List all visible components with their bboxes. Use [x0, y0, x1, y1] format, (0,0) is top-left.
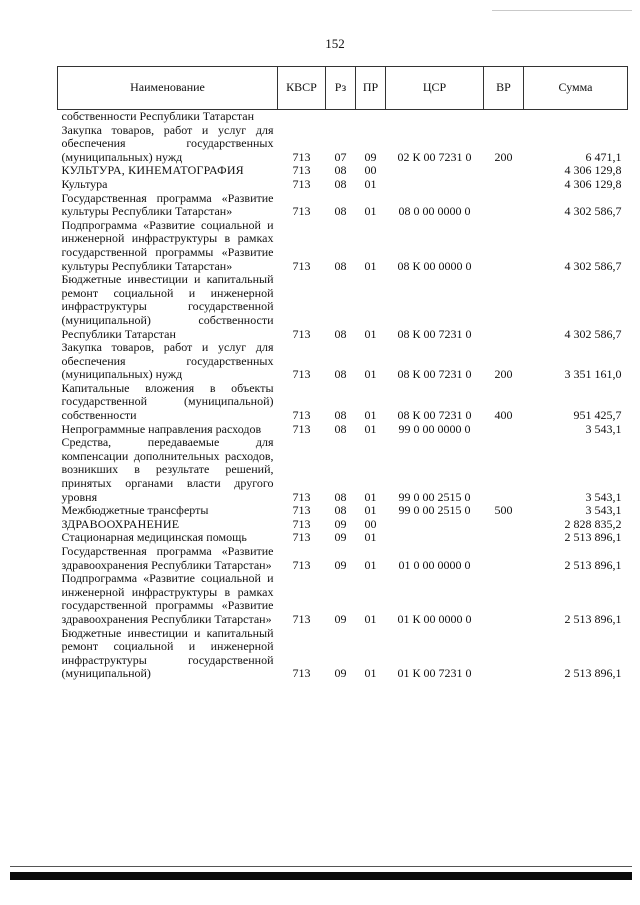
row-pr: 01 [364, 408, 377, 423]
row-rz: 09 [334, 557, 347, 572]
row-rz: 08 [334, 258, 347, 273]
row-kvsr: 713 [292, 516, 311, 531]
top-rule [492, 10, 632, 11]
row-kvsr: 713 [292, 530, 311, 545]
row-sum: 4 302 586,7 [564, 204, 622, 219]
row-rz: 09 [334, 666, 347, 681]
row-kvsr: 713 [292, 367, 311, 382]
row-csr: 08 0 00 0000 0 [398, 204, 471, 219]
row-csr [386, 531, 484, 545]
row-kvsr: 713 [292, 163, 311, 178]
row-rz: 08 [334, 421, 347, 436]
bottom-bar [10, 872, 632, 880]
row-vr [484, 572, 524, 626]
row-rz: 08 [334, 408, 347, 423]
row-rz: 08 [334, 326, 347, 341]
row-name: Подпрограмма «Развитие социальной и инженерной инфраструктуры в рамках государственной программы «Развитие культуры Республики Татарстан» [61, 217, 274, 273]
row-pr: 01 [364, 666, 377, 681]
table-row [58, 518, 628, 532]
row-pr: 00 [364, 516, 377, 531]
row-sum: 2 513 896,1 [564, 557, 622, 572]
row-sum: 3 543,1 [585, 489, 622, 504]
row-rz: 08 [334, 204, 347, 219]
row-pr: 01 [364, 489, 377, 504]
row-rz: 08 [334, 163, 347, 178]
row-csr [386, 110, 484, 124]
row-csr [386, 164, 484, 178]
row-vr: 200 [494, 367, 513, 382]
row-kvsr: 713 [292, 611, 311, 626]
table-row [58, 545, 628, 572]
header-name: Наименование [58, 67, 278, 110]
row-pr: 01 [364, 367, 377, 382]
row-csr [386, 178, 484, 192]
row-csr: 08 К 00 7231 0 [397, 367, 472, 382]
row-sum: 2 828 835,2 [564, 516, 622, 531]
row-csr: 01 0 00 0000 0 [398, 557, 471, 572]
row-sum: 951 425,7 [573, 408, 622, 423]
header-vr: ВР [484, 67, 524, 110]
row-rz: 08 [334, 489, 347, 504]
row-kvsr: 713 [292, 149, 311, 164]
row-csr: 99 0 00 2515 0 [398, 489, 471, 504]
row-sum: 4 302 586,7 [564, 326, 622, 341]
page-number: 152 [325, 36, 345, 51]
budget-table [57, 66, 628, 681]
row-pr: 01 [364, 421, 377, 436]
table-row [58, 436, 628, 504]
row-kvsr: 713 [292, 408, 311, 423]
row-sum: 2 513 896,1 [564, 666, 622, 681]
row-vr [484, 518, 524, 532]
table-row [58, 504, 628, 518]
row-pr: 01 [364, 611, 377, 626]
row-name: Межбюджетные трансферты [61, 503, 209, 518]
row-name: Средства, передаваемые для компенсации дополнительных расходов, возникших в результате решений, принятых органами власти другого уровня [61, 435, 274, 504]
header-rz: Рз [326, 67, 356, 110]
table-row [58, 124, 628, 165]
row-kvsr: 713 [292, 326, 311, 341]
row-kvsr: 713 [292, 503, 311, 518]
row-csr [386, 518, 484, 532]
table-row [58, 531, 628, 545]
row-rz: 08 [334, 367, 347, 382]
row-pr: 01 [364, 204, 377, 219]
row-kvsr: 713 [292, 557, 311, 572]
row-name: Стационарная медицинская помощь [61, 530, 247, 545]
row-csr: 08 К 00 0000 0 [397, 258, 472, 273]
row-csr: 99 0 00 2515 0 [398, 503, 471, 518]
row-kvsr: 713 [292, 204, 311, 219]
row-vr [484, 178, 524, 192]
row-pr: 01 [364, 557, 377, 572]
row-pr: 01 [364, 503, 377, 518]
row-vr: 200 [494, 149, 513, 164]
row-name: Закупка товаров, работ и услуг для обеспечения государственных (муниципальных) нужд [61, 122, 274, 164]
row-rz: 09 [334, 611, 347, 626]
row-sum: 4 306 129,8 [564, 163, 622, 178]
row-sum: 3 351 161,0 [564, 367, 622, 382]
row-csr: 01 К 00 7231 0 [397, 666, 472, 681]
row-name: КУЛЬТУРА, КИНЕМАТОГРАФИЯ [61, 163, 244, 178]
row-vr: 500 [494, 503, 513, 518]
table-row [58, 341, 628, 382]
header-kvsr: КВСР [278, 67, 326, 110]
table-row [58, 178, 628, 192]
row-vr: 400 [494, 408, 513, 423]
row-rz: 07 [334, 149, 347, 164]
table-row [58, 627, 628, 681]
row-name: Государственная программа «Развитие здравоохранения Республики Татарстан» [61, 544, 274, 572]
table-row [58, 572, 628, 626]
row-kvsr: 713 [292, 258, 311, 273]
row-csr: 08 К 00 7231 0 [397, 326, 472, 341]
row-pr: 01 [364, 176, 377, 191]
row-sum: 2 513 896,1 [564, 611, 622, 626]
row-vr [484, 164, 524, 178]
row-vr [484, 627, 524, 681]
table-row [58, 423, 628, 437]
row-rz [326, 110, 356, 124]
row-name: Подпрограмма «Развитие социальной и инженерной инфраструктуры в рамках государственной программы «Развитие здравоохранения Республики Татарстан» [61, 571, 274, 626]
row-pr: 09 [364, 149, 377, 164]
table-row [58, 219, 628, 273]
row-rz: 08 [334, 176, 347, 191]
header-sum: Сумма [524, 67, 628, 110]
header-pr: ПР [356, 67, 386, 110]
table-header-row [58, 67, 628, 110]
row-csr: 01 К 00 0000 0 [397, 611, 472, 626]
row-sum [524, 110, 628, 124]
row-sum: 4 302 586,7 [564, 258, 622, 273]
row-rz: 09 [334, 516, 347, 531]
row-name: Государственная программа «Развитие культуры Республики Татарстан» [61, 190, 274, 219]
row-sum: 4 306 129,8 [564, 176, 622, 191]
row-rz: 08 [334, 503, 347, 518]
row-name: ЗДРАВООХРАНЕНИЕ [61, 516, 180, 531]
row-vr [484, 531, 524, 545]
table-row [58, 192, 628, 219]
table-row [58, 164, 628, 178]
row-name: Капитальные вложения в объекты государственной (муниципальной) собственности [61, 380, 274, 423]
row-kvsr: 713 [292, 176, 311, 191]
row-kvsr: 713 [292, 666, 311, 681]
row-pr: 01 [364, 258, 377, 273]
row-sum: 6 471,1 [585, 149, 622, 164]
row-vr [484, 545, 524, 572]
row-name: Непрограммные направления расходов [61, 421, 262, 436]
row-kvsr: 713 [292, 421, 311, 436]
table-body [58, 110, 628, 681]
row-csr: 02 К 00 7231 0 [397, 149, 472, 164]
row-vr [484, 192, 524, 219]
bottom-rule [10, 866, 632, 867]
row-name: Бюджетные инвестиции и капитальный ремонт социальной и инженерной инфраструктуры государственной (муниципальной) [61, 625, 274, 681]
row-sum: 2 513 896,1 [564, 530, 622, 545]
row-vr [484, 436, 524, 504]
row-vr [484, 273, 524, 341]
table-row [58, 110, 628, 124]
table-row [58, 382, 628, 423]
row-vr [484, 423, 524, 437]
row-csr: 99 0 00 0000 0 [398, 421, 471, 436]
table-row [58, 273, 628, 341]
row-vr [484, 219, 524, 273]
row-kvsr [278, 110, 326, 124]
row-pr: 00 [364, 163, 377, 178]
header-csr: ЦСР [386, 67, 484, 110]
row-csr: 08 К 00 7231 0 [397, 408, 472, 423]
row-name: собственности Республики Татарстан [61, 109, 254, 123]
row-vr [484, 110, 524, 124]
row-name: Бюджетные инвестиции и капитальный ремонт социальной и инженерной инфраструктуры государственной (муниципальной) собственности Республики Татарстан [61, 272, 274, 341]
row-rz: 09 [334, 530, 347, 545]
row-pr [356, 110, 386, 124]
row-kvsr: 713 [292, 489, 311, 504]
row-pr: 01 [364, 530, 377, 545]
row-pr: 01 [364, 326, 377, 341]
row-sum: 3 543,1 [585, 503, 622, 518]
row-name: Культура [61, 176, 108, 191]
row-name: Закупка товаров, работ и услуг для обеспечения государственных (муниципальных) нужд [61, 340, 274, 382]
row-sum: 3 543,1 [585, 421, 622, 436]
